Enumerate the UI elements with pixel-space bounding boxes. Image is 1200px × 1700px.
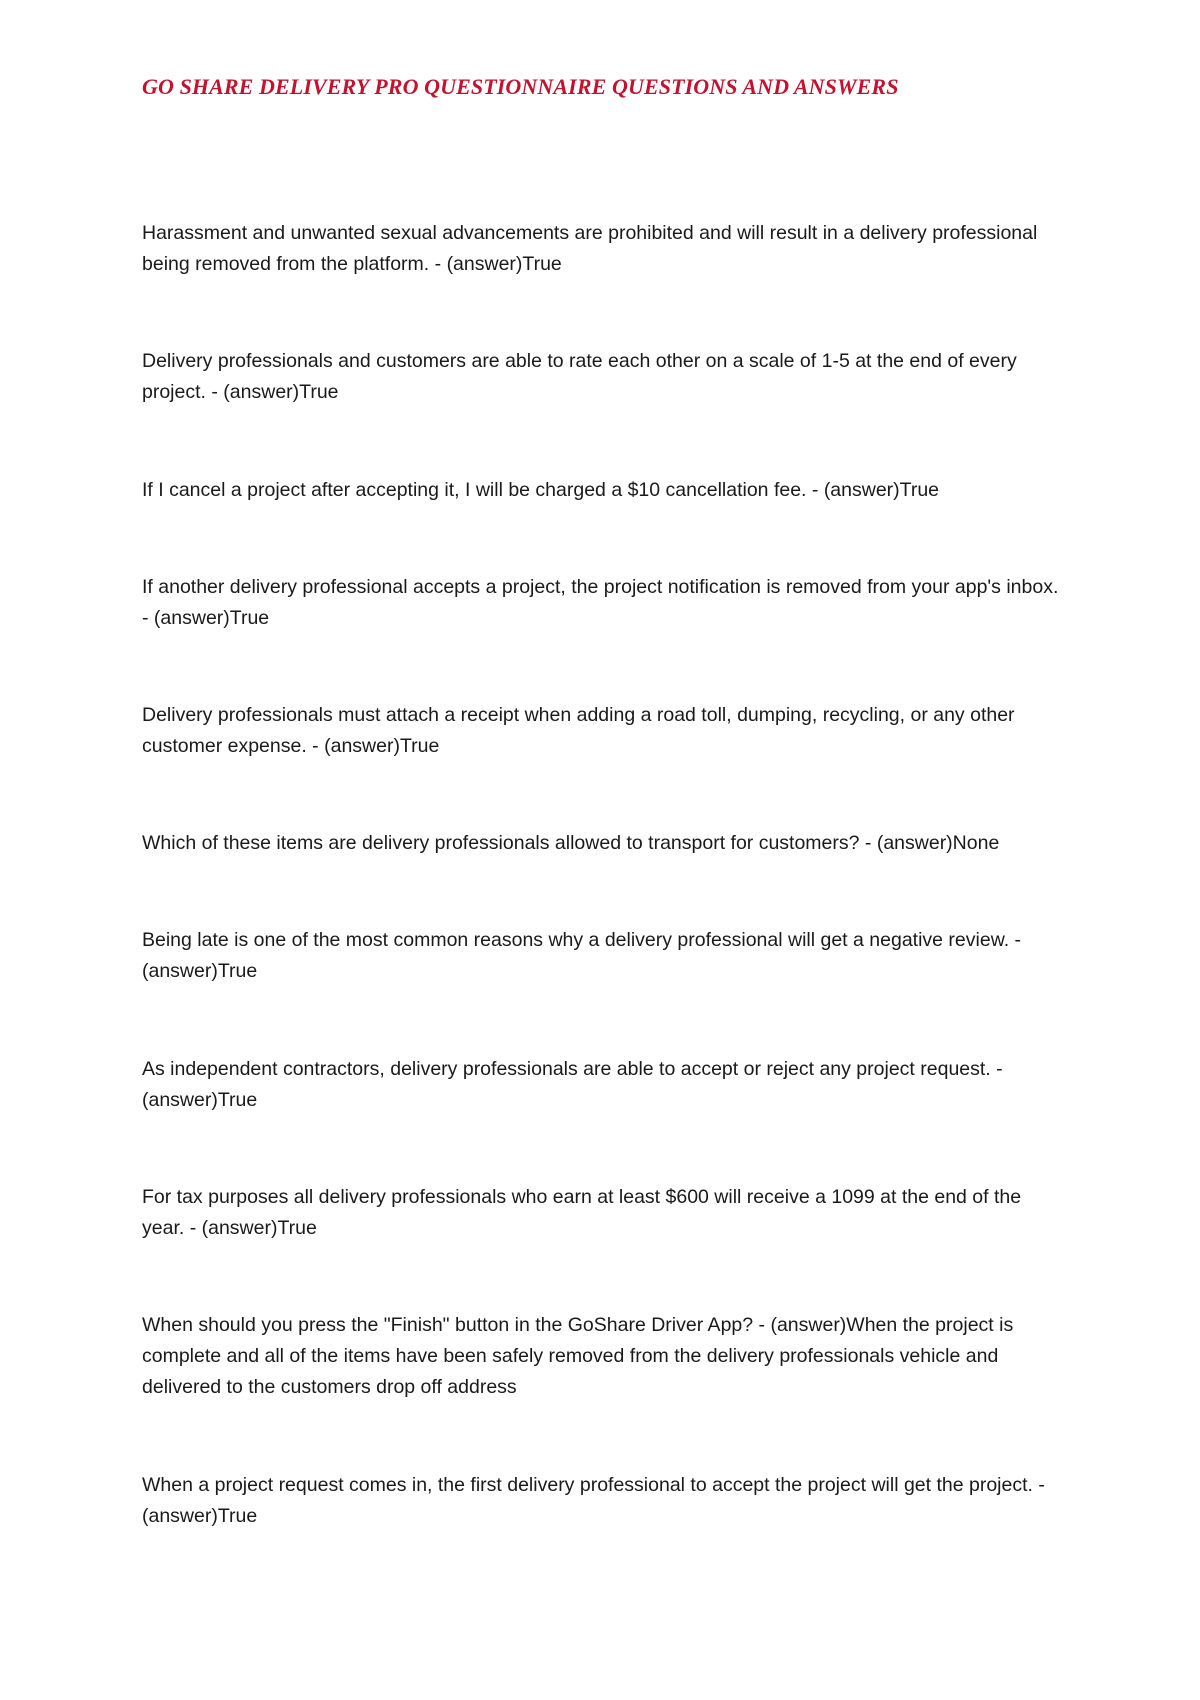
question-text: As independent contractors, delivery professionals are able to accept or reject any project request. [142, 1058, 991, 1080]
answer-text: (answer)True [446, 253, 562, 275]
answer-separator: - [859, 832, 877, 854]
qa-item-5 [142, 700, 1062, 762]
question-text: Being late is one of the most common reasons why a delivery professional will get a negative review. [142, 929, 1010, 951]
answer-separator: - [990, 1058, 1003, 1080]
answer-text: (answer)True [201, 1217, 317, 1239]
answer-separator: - [142, 607, 154, 629]
answer-text: (answer)When the project is complete and all of the items have been safely removed from the delivery professionals vehicle and delivered to the customers drop off address [142, 1314, 1014, 1398]
qa-item-3 [142, 475, 1062, 506]
question-text: For tax purposes all delivery professionals who earn at least $600 will receive a 1099 at the end of the year. [142, 1186, 1022, 1239]
question-text: If another delivery professional accepts a project, the project notification is removed from your app's inbox. [142, 576, 1059, 598]
answer-text: (answer)True [324, 735, 440, 757]
answer-text: (answer)True [142, 1505, 258, 1527]
answer-separator: - [753, 1314, 771, 1336]
question-text: Harassment and unwanted sexual advancements are prohibited and will result in a delivery professional being removed from the platform. [142, 222, 1038, 275]
question-text: Delivery professionals must attach a receipt when adding a road toll, dumping, recycling, or any other customer expense. [142, 704, 1015, 757]
answer-separator: - [806, 479, 824, 501]
answer-separator: - [184, 1217, 202, 1239]
question-text: If I cancel a project after accepting it, I will be charged a $10 cancellation fee. [142, 479, 807, 501]
qa-item-2 [142, 346, 1062, 408]
question-text: Delivery professionals and customers are able to rate each other on a scale of 1-5 at the end of every project. [142, 350, 1017, 403]
answer-text: (answer)True [223, 381, 339, 403]
answer-text: (answer)True [142, 960, 258, 982]
question-text: Which of these items are delivery professionals allowed to transport for customers? [142, 832, 860, 854]
answer-separator: - [205, 381, 224, 403]
question-text: When a project request comes in, the first delivery professional to accept the project will get the project. [142, 1474, 1033, 1496]
qa-item-10 [142, 1310, 1062, 1403]
answer-separator: - [1009, 929, 1022, 951]
qa-item-8 [142, 1054, 1062, 1116]
answer-text: (answer)True [153, 607, 270, 629]
answer-text: (answer)True [142, 1089, 258, 1111]
qa-item-11 [142, 1470, 1062, 1532]
answer-separator: - [1032, 1474, 1045, 1496]
qa-item-1 [142, 218, 1062, 280]
qa-item-9 [142, 1182, 1062, 1244]
answer-text: (answer)True [823, 479, 940, 501]
question-text: When should you press the "Finish" button in the GoShare Driver App? [142, 1314, 754, 1336]
answer-separator: - [429, 253, 447, 275]
answer-separator: - [306, 735, 325, 757]
qa-item-6 [142, 828, 1062, 859]
qa-item-7 [142, 925, 1062, 987]
document-title: GO SHARE DELIVERY PRO QUESTIONNAIRE QUESTIONS AND ANSWERS [142, 74, 899, 99]
qa-item-4 [142, 572, 1062, 634]
answer-text: (answer)None [876, 832, 1000, 854]
